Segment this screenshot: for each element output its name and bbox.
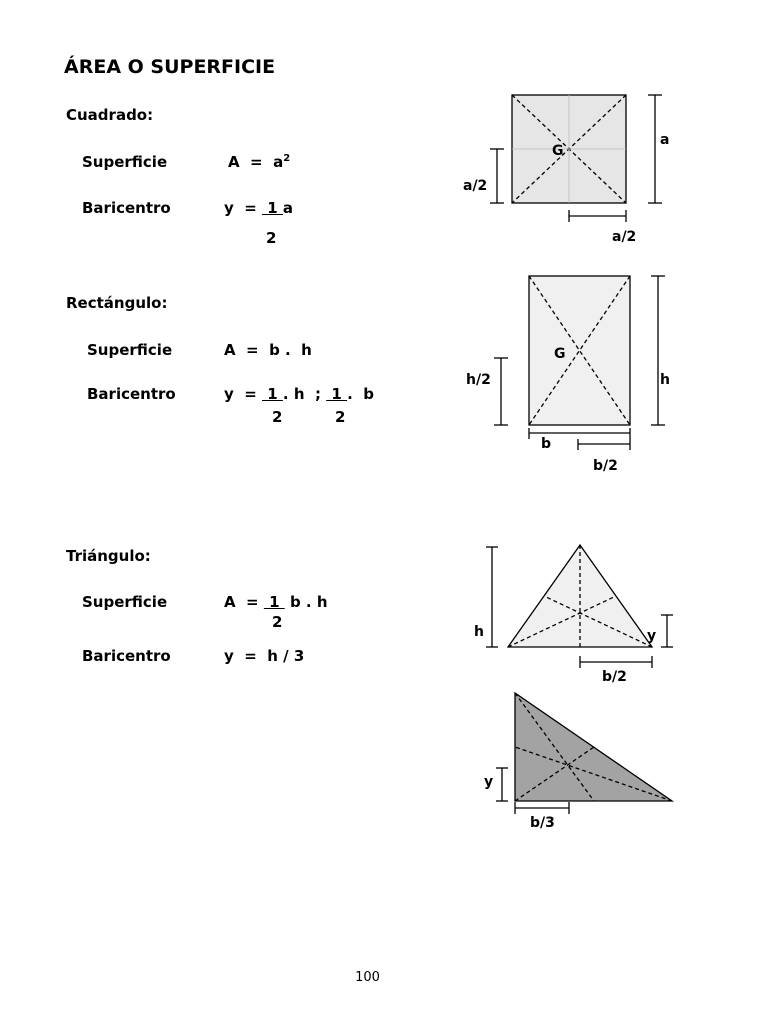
page-title: ÁREA O SUPERFICIE xyxy=(64,56,276,78)
section-heading-triangulo: Triángulo: xyxy=(66,547,151,565)
rectangle-label-h: h xyxy=(660,372,670,388)
rectangulo-superficie-formula: A = b . h xyxy=(224,341,312,359)
cuadrado-baricentro-label: Baricentro xyxy=(82,199,171,217)
triangle-right-label-y: y xyxy=(484,774,494,790)
triangulo-baricentro-formula: y = h / 3 xyxy=(224,647,305,665)
rectangle-label-b: b xyxy=(541,436,552,452)
triangle-right-label-b3: b/3 xyxy=(530,815,555,831)
cuadrado-fraction-denominator: 2 xyxy=(266,229,277,247)
section-heading-cuadrado: Cuadrado: xyxy=(66,106,154,124)
rectangle-label-g: G xyxy=(554,346,566,362)
rectangulo-formula-mid: . h ; xyxy=(282,385,327,403)
section-heading-rectangulo: Rectángulo: xyxy=(66,294,168,312)
cuadrado-fraction-numerator: 1 xyxy=(262,199,283,217)
triangle-label-b2: b/2 xyxy=(602,669,627,685)
triangulo-area-eq: A = xyxy=(224,593,264,611)
rectangulo-baricentro-label: Baricentro xyxy=(87,385,176,403)
square-label-g: G xyxy=(552,143,564,159)
square-diagram xyxy=(490,95,662,222)
rectangle-shape xyxy=(529,276,630,425)
cuadrado-exponent: 2 xyxy=(283,153,291,164)
rectangle-diagram xyxy=(494,276,665,450)
rectangulo-fraction1-denominator: 2 xyxy=(272,408,283,426)
rectangle-label-b2: b/2 xyxy=(593,458,618,474)
square-label-a2-left: a/2 xyxy=(463,178,488,194)
rectangulo-fraction1-numerator: 1 xyxy=(262,385,283,403)
triangulo-fraction-numerator: 1 xyxy=(263,593,285,611)
rectangulo-formula-end: . b xyxy=(347,385,374,403)
triangulo-superficie-label: Superficie xyxy=(82,593,168,611)
cuadrado-y-eq: y = xyxy=(224,199,263,217)
cuadrado-fraction-var: a xyxy=(282,199,294,217)
rectangulo-fraction2-numerator: 1 xyxy=(326,385,348,403)
rectangulo-fraction2-denominator: 2 xyxy=(335,408,346,426)
page-number: 100 xyxy=(355,970,380,985)
triangle-isosceles-diagram xyxy=(486,545,673,668)
triangle-label-y: y xyxy=(647,628,657,644)
rectangle-label-h2: h/2 xyxy=(466,372,491,388)
triangle-right-diagram xyxy=(496,693,672,814)
triangle-label-h: h xyxy=(474,624,484,640)
triangulo-baricentro-label: Baricentro xyxy=(82,647,171,665)
square-label-a2-bottom: a/2 xyxy=(612,229,637,245)
rectangulo-y-eq: y = xyxy=(224,385,263,403)
triangulo-formula-rest: b . h xyxy=(284,593,328,611)
triangulo-fraction-denominator: 2 xyxy=(272,613,283,631)
square-label-a: a xyxy=(660,132,670,148)
cuadrado-superficie-label: Superficie xyxy=(82,153,168,171)
cuadrado-area-text: A = a xyxy=(228,153,284,171)
rectangulo-superficie-label: Superficie xyxy=(87,341,173,359)
